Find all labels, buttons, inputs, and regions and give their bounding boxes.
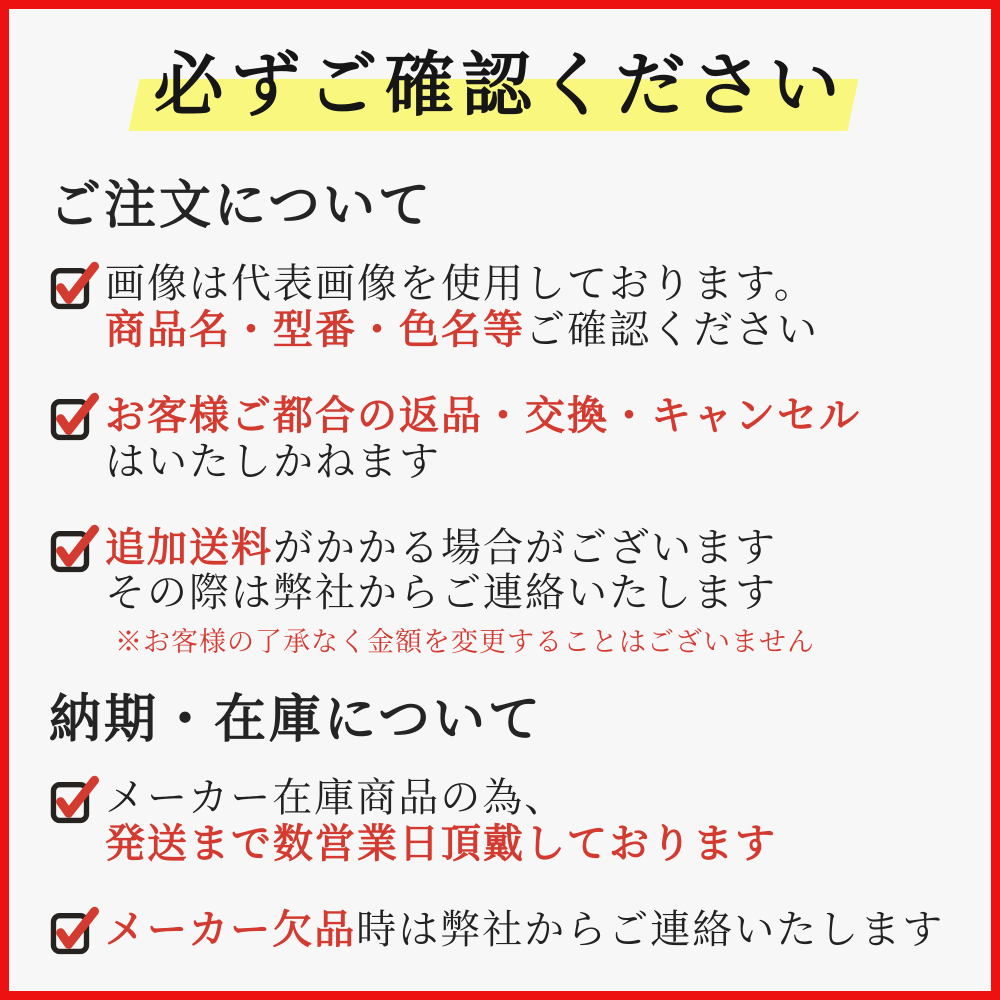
notice-text-segment: 時は弊社からご連絡いたします (356, 907, 945, 954)
notice-text-segment: 追加送料 (105, 523, 273, 571)
notice-text-segment: メーカー欠品 (105, 906, 357, 954)
notice-item-text (105, 776, 777, 867)
notice-text-segment: がかかる場合がございます (273, 524, 777, 571)
notice-item (49, 907, 955, 957)
notice-item-text (105, 907, 944, 953)
notice-item (49, 262, 955, 353)
notice-line (105, 307, 819, 353)
checked-checkbox-icon (49, 389, 99, 443)
notice-text-segment: お客様ご都合の返品・交換・キャンセル (105, 392, 861, 440)
notice-line (105, 262, 819, 307)
notice-title-text: 必ずご確認ください (153, 43, 847, 126)
notice-text-segment: 商品名・型番・色名等 (105, 306, 525, 354)
section-heading-stock: 納期・在庫について (49, 688, 543, 750)
checked-checkbox-icon (49, 521, 99, 575)
title-row (9, 43, 991, 126)
notice-content (9, 175, 991, 958)
checked-checkbox-icon (49, 903, 99, 957)
notice-text-segment: 画像は代表画像を使用しております。 (105, 260, 816, 307)
notice-text-segment: はいたしかねます (105, 438, 441, 485)
notice-text-segment: ご確認ください (525, 307, 819, 354)
notice-line (105, 571, 815, 616)
notice-line (105, 393, 861, 439)
notice-item-text (105, 393, 861, 484)
notice-line (105, 821, 777, 867)
notice-text-segment: その際は弊社からご連絡いたします (105, 569, 777, 616)
notice-line (105, 776, 777, 821)
notice-text-segment: メーカー在庫商品の為、 (105, 774, 567, 821)
notice-item (49, 393, 955, 484)
checked-checkbox-icon (49, 258, 99, 312)
section-heading-orders: ご注文について (49, 174, 433, 236)
notice-line (105, 525, 815, 571)
notice-title (153, 43, 847, 126)
notice-footnote: ※お客様の了承なく金額を変更することはございません (115, 627, 815, 659)
notice-item-text (105, 525, 815, 659)
notice-line (105, 907, 944, 953)
notice-text-segment: 発送まで数営業日頂戴しております (105, 820, 777, 868)
checked-checkbox-icon (49, 772, 99, 826)
notice-item (49, 525, 955, 659)
notice-item-text (105, 262, 819, 353)
notice-line (105, 440, 861, 485)
notice-item (49, 776, 955, 867)
